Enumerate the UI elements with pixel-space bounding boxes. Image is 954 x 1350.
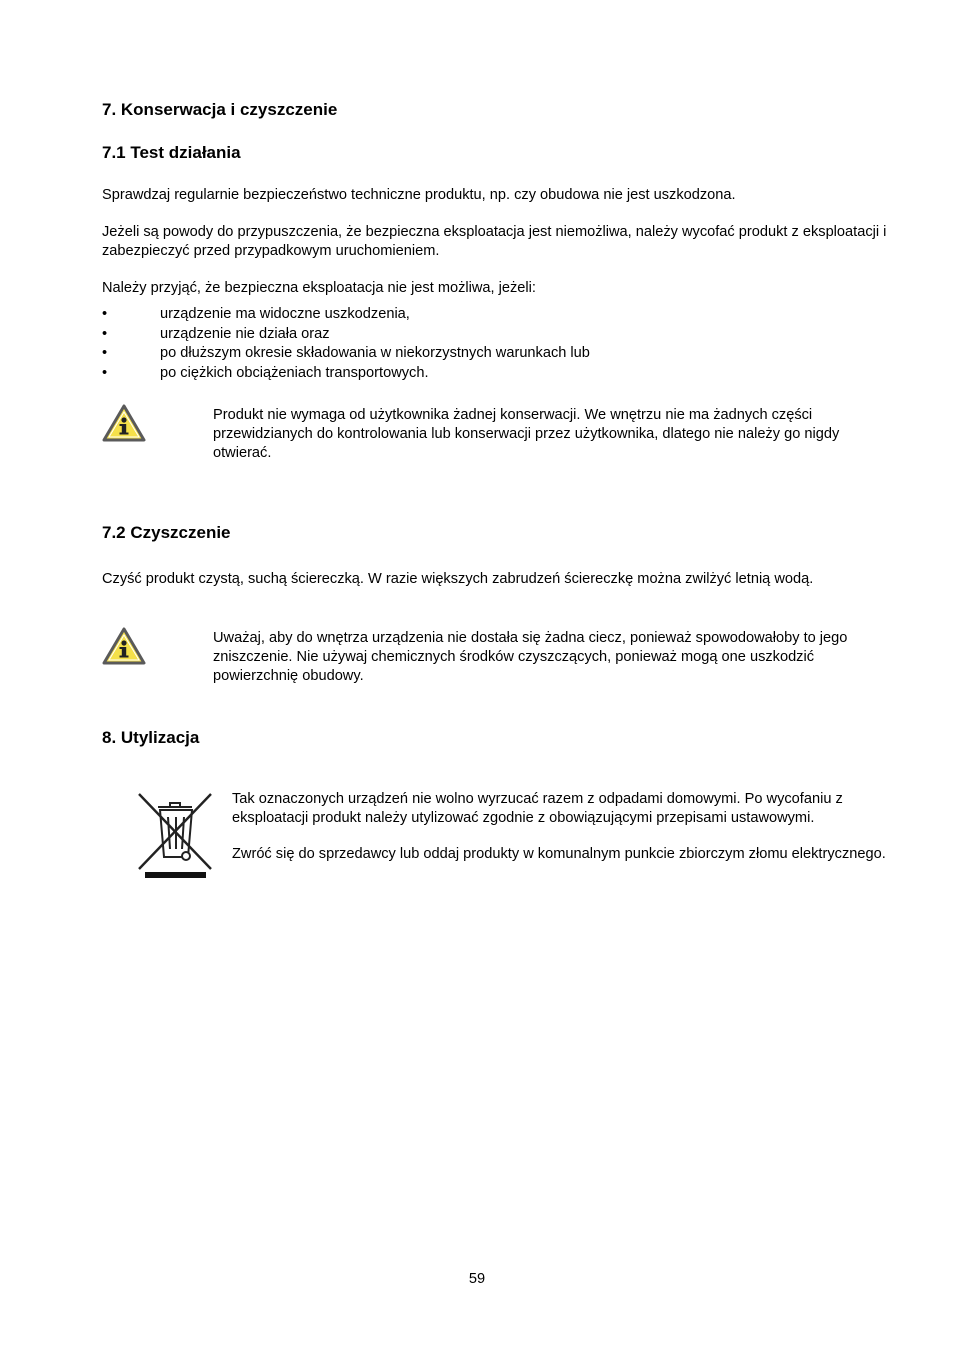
disposal-paragraph: Zwróć się do sprzedawcy lub oddaj produkty w komunalnym punkcie zbiorczym złomu elektrycznego. xyxy=(232,846,886,862)
section-7-title: 7. Konserwacja i czyszczenie xyxy=(102,100,338,119)
bullet: • xyxy=(102,325,108,342)
list-item xyxy=(102,344,590,364)
maintenance-note: Produkt nie wymaga od użytkownika żadnej konserwacji. We wnętrzu nie ma żadnych części przewidzianych do kontrolowania lub konserwacji przez użytkownika, dlatego nie należy go nigdy otwierać. xyxy=(213,407,840,461)
bullet: • xyxy=(102,364,108,381)
list-item xyxy=(102,325,590,345)
disposal-paragraph: Tak oznaczonych urządzeń nie wolno wyrzucać razem z odpadami domowymi. Po wycofaniu z eksploatacji produkt należy utylizować zgodnie z obowiązującymi przepisami ustawowymi. xyxy=(232,791,843,826)
list-item-text: urządzenie nie działa oraz xyxy=(160,325,330,342)
list-item-text: po ciężkich obciążeniach transportowych. xyxy=(160,364,429,381)
list-item xyxy=(102,305,590,325)
crossed-out-wheelie-bin-icon xyxy=(136,791,214,881)
section-8-title: 8. Utylizacja xyxy=(102,728,200,747)
list-item-text: urządzenie ma widoczne uszkodzenia, xyxy=(160,306,410,322)
list-item-text: po dłuższym okresie składowania w niekorzystnych warunkach lub xyxy=(160,345,590,361)
bullet: • xyxy=(102,345,108,361)
section-7-1-title: 7.1 Test działania xyxy=(102,143,241,162)
page-number: 59 xyxy=(468,1271,486,1287)
paragraph: Jeżeli są powody do przypuszczenia, że bezpieczna eksploatacja jest niemożliwa, należy wycofać produkt z eksploatacji i zabezpieczyć przed przypadkowym uruchomieniem. xyxy=(102,224,887,259)
paragraph: Sprawdzaj regularnie bezpieczeństwo techniczne produktu, np. czy obudowa nie jest uszkodzona. xyxy=(102,187,736,203)
section-7-2-title: 7.2 Czyszczenie xyxy=(102,523,231,542)
cleaning-note: Uważaj, aby do wnętrza urządzenia nie dostała się żadna ciecz, ponieważ spowodowałoby to jego zniszczenie. Nie używaj chemicznych środków czyszczących, ponieważ mogą one uszkodzić powierzchnię obudowy. xyxy=(213,630,848,684)
bullet: • xyxy=(102,306,108,322)
paragraph: Czyść produkt czystą, suchą ściereczką. W razie większych zabrudzeń ściereczkę można zwilżyć letnią wodą. xyxy=(102,571,814,587)
condition-list xyxy=(102,305,590,383)
paragraph: Należy przyjąć, że bezpieczna eksploatacja nie jest możliwa, jeżeli: xyxy=(102,280,536,296)
info-warning-icon xyxy=(102,404,146,442)
info-warning-icon xyxy=(102,627,146,665)
list-item xyxy=(102,364,590,384)
